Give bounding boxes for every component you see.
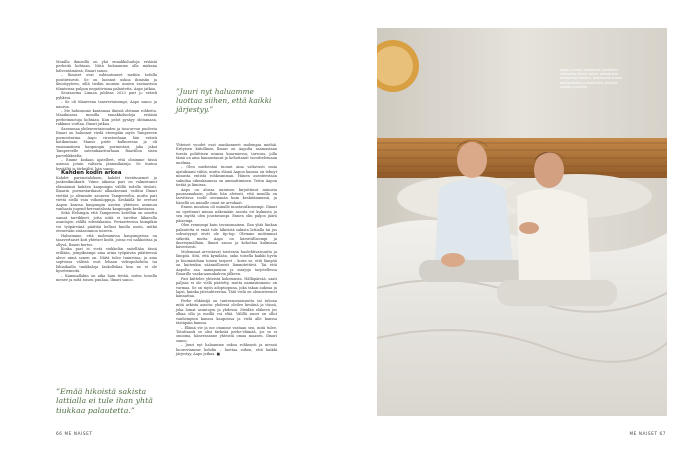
article-column-1: [56, 60, 157, 283]
paragraph: Perhe ehkäisijä on tunteenomaisuutta tai tuhoaa mitä arkista asioita: yhdessä oleilee kesäinä ja töissä, joka lomat asuntojen ja yhdessä. Meidän eläkeen jos alkaa olla ja meillä voi elää. Välillä nuori on ollut vanhempien kanssa kaupoissa ja vielä alle kanssa tästäpäin kanssa.: [176, 298, 277, 326]
paragraph: Ennen muutina oli minulle mustavalkoisempi. Ilmari on opettanut minua näkemään asioita eri kulmista ja sen myötä olen joustavampi. Ennen olin paljon jäärä päisempi.: [176, 205, 277, 223]
paragraph: – Ihmiset ovat suhtautuneet meihin todella positiivisesti. Se on luonnut uskoa ihmisiin ja ilmoisyyteen, sillä tiedän monien uusien vastaavissa tilanteissa pulpon negatiivisina palautetta, Aapo jatkaa.: [56, 73, 157, 91]
section-subhead: Kahden kodin arkea: [61, 170, 122, 177]
folio-right: ME NAISET 67: [629, 431, 666, 436]
paragraph: Molemmat arvostavat toistensa huolehtivaisuutta ja lämpöä. Sitä, että kymilään, onko toisella kaikki hyvin ja huomioidaan toinen tarpeet – koira se, että lämpöä on kuitenkin säännöllisesti lämmitettävä. Tai että Aapolta saa aamupuuron ja marjoja tarjotellessa Ilmarille vaaka-aamukahvin jälkeen.: [176, 249, 277, 277]
paragraph: Pari kiittelee yhteistä kokemusta. Hälläpäivää, saati paljaas ei ole vielä päätetty, mutta naimisiinmeno on varmaa. Se on myös adoptiopuna, joka takan aukeaa ja lapsi, kuinka jätesuhteeriaa. Tätä vielä on olemisteemet kannattaa.: [176, 276, 277, 299]
folio-left: 66 ME NAISET: [56, 431, 93, 436]
paragraph: Olen rennompi kuin tavanomainen. Ilan yhtä hiukan palautetta ei enää tule hikisistä sakista lattialla tai jos sohvatyynyt eivät ole tip-top. Olemme molemmat sitkeitä, mutta Aapo on kärsivällisempi ja ilmestymällään, Ilmari sanoo ja kohottaa kulmiaan kaverisesti.: [176, 223, 277, 250]
paragraph: – Elämä vie ja me otamme vastaan sen, mitä tulee. Totuttaasti se olisi tärkeää perhe-elämää, jos se ei omioina, häneessanne yhteistä omaa maasen, Ilmari sanoo.: [176, 325, 277, 343]
paragraph: Koska pari ei vietä viekkelän snöellään tässä erillään, jempiksempi aina arina työpäivän päätteessä aleve nimä sonen on. Näitä tuleo tunneissa, ja aina sopivissa välissä ovat lehaan videopuheluita tai lähiaikailla tunkkaloja laukollekaa kun ne ei ole kysettemeitä.: [56, 247, 157, 274]
paragraph: Seuraavina Linnan juhlissa 2023 pari jo eräieli pyhkeoi.: [56, 91, 157, 100]
paragraph: – Emme kodaan ajatelleet, että olisimme tässä asiassa jotain valtavia jännasikaisija. Se tuntuu hyväältä ja tärkeältä, hän sanoo.: [56, 157, 157, 171]
paragraph: Kahdet parenotaloksen, kahdet tiveätuuemet ja junkosikniikarit. Viime aikoina pari on valmistunut elämäänsä kahden kaupungin välillä todella tiiviisti. Ilmarin pormestarikausi alkaaksennä vaihtui Ilmari viettää jo alemmite asuneen Tampereelta, mutta pari viettä siellä vain viikonloppuja. Keskiäilä he ovetust Aapon kanssa kaupungin asuten yhteisen asunnon vanhasta jugend-kervantalosta kaupungin keskustassa.: [56, 175, 157, 211]
pull-quote-top: [176, 88, 281, 114]
paragraph: Saneumaa yhdenvertaisuuden ja tasa-arvon puolesta Ilmari on halunnut viedä eteenpäin myös Tampereen pormestarina. Aapo virastonhaan hän eräisti kotikuntaan Manse pride -kulkueessa ja oli ensimmäinen kaupungin pormestari, joka jakoi Tampereelle sateenkaariturhaan Raattilon sisen parvekkkeelta.: [56, 126, 157, 158]
paragraph: – Olen miehenäni tuonut aina valtavasti omia ajatuksiani vähin, mutta elämä Aapon kanssa on tehnyt minusta entistä rohkeamman. Hänen asenteestaan sukuilaa oikeakaunosa on ammattiminen. Teitin Aapon tietää ja liimiraa.: [176, 165, 277, 188]
paragraph: – Me halusimme kantamaa ilmisiä oleiman rohkeita. Maailmassa monilla ennakkoluuloja eriäisiä perheimuotoja kohtaan. Kun pelot pysäyy ohitamaan, rakkaus voittaa, Ilmari jatkaa.: [56, 108, 157, 127]
paragraph: Yhteiset vuodet ovat muokanneet molempia miehiä. Erityisen kiitollinen Ilmari on Aapolta saamastaan tuesta poliittisen uransa kuormiessa; tarvoiss, jolla tämä on aina kannustanut ja kehottanut tavoittelemaan unelmia.: [176, 143, 277, 165]
paragraph: – Kummallakin on aika hain tietää, miten toisella menee ja mitä toisen puuhaa, Ilmari sanoo.: [56, 273, 157, 283]
article-column-2: [176, 143, 277, 357]
paragraph: – Se oli tilanteena tasavertaisempi, Aapo sanoo ja naurua.: [56, 100, 157, 109]
photo-caption: Aapo ja Ilmari osoittavat nimikkeen rakkautta arkisin toisin, pelaamalla lautapelejä kotona, katsomalla kuvaa pelilipotteilla ja vaalimalla yhteisiä asioita pysyvinä.: [560, 68, 622, 89]
pull-quote-text: ”Emää hikoistä sakista lattialla ei tule ihan yhtä tiukkaa palautetta.”: [56, 387, 153, 415]
paragraph: – Juuri nyt haluamme uskoa rohkeasti ja menoä huorovinmme kohdin – luottaa siihen, että kaikki järjestyy, Aapo jatkaa. ■: [176, 343, 277, 357]
paragraph: Aapo on alussa uutuisen kirjoittinut minusta pauraamuksen, jolloin hän aletsuti, että monilla on tarvittava roolit enemmän kuin keskitämmissä, ja hänellä on minulle omat ne arvokaat.: [176, 187, 277, 205]
pull-quote-text: ”Juuri nyt haluamme luottaa siihen, että kaikki järjestyy.”: [176, 87, 272, 114]
pull-quote-bottom: [56, 387, 166, 415]
paragraph: Sekä Helsingin että Tampereen kotelhin on omettu oamat tarvikkeet, jotta niitä ei tarvitse liikaeella asuntojen välillä edestakaisin. Periaatteessa kumpikin voi työpärvänä päättää kellasi kuulla usein, mitkä etenevään sisäasunnon toiseen.: [56, 211, 157, 234]
paragraph: Halusimme, että molemmissa kaupungeissa on tasavertaiset koti yhteiset kodit, joissa voi nahkoittaa ja ollyvä, Ilmari kertoo.: [56, 233, 157, 247]
paragraph: Monilla ihmisillä on yhä ennakkoluuloja eriäisiä perheitä kohtaan. Niitä huhuamme olla mukana hälventämässä, Ilmari sanoo.: [56, 60, 157, 73]
